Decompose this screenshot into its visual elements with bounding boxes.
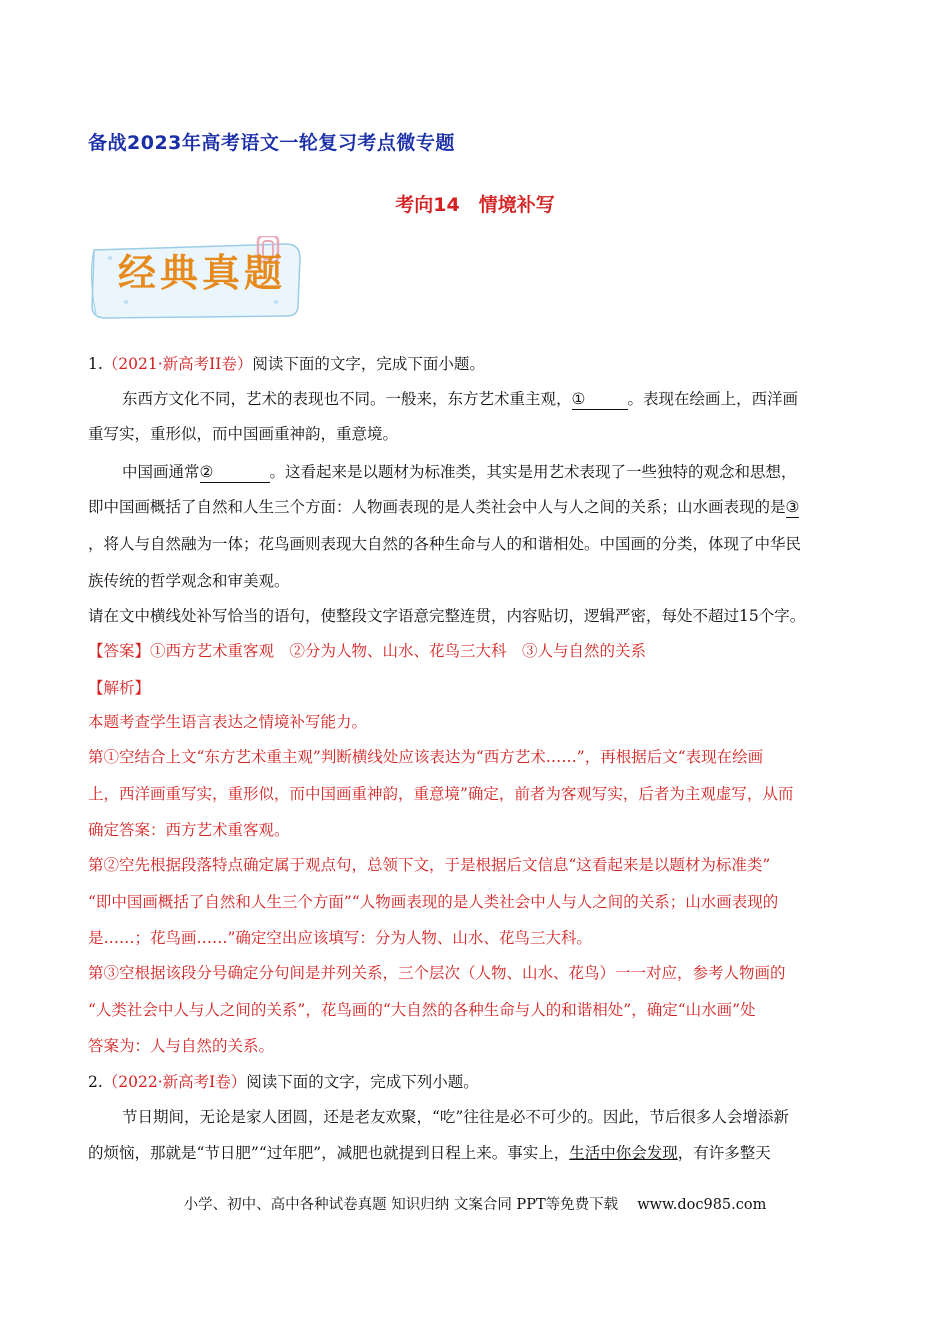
q2-source: （2022·新高考I卷） <box>102 1073 247 1091</box>
q1-text: 即中国画概括了自然和人生三个方面：人物画表现的是人类社会中人与人之间的关系；山水画表现的是 <box>88 498 786 516</box>
q2-number: 2. <box>88 1073 103 1091</box>
q1-analysis-line: “即中国画概括了自然和人生三个方面”“人物画表现的是人类社会中人与人之间的关系；山水画表现的 <box>88 893 779 911</box>
q2-prompt: 阅读下面的文字，完成下列小题。 <box>246 1073 479 1091</box>
q1-analysis-line: 本题考查学生语言表达之情境补写能力。 <box>88 713 368 731</box>
q1-blank2: ② <box>200 462 270 483</box>
q1-analysis-line: 第①空结合上文“东方艺术重主观”判断横线处应该表达为“西方艺术……”，再根据后文“表现在绘画 <box>88 748 764 766</box>
q1-analysis-line: “人类社会中人与人之间的关系”，花鸟画的“大自然的各种生命与人的和谐相处”，确定“山水画”处 <box>88 1001 756 1019</box>
q2-paragraph-line2 <box>88 1143 862 1163</box>
q1-paragraph2-line3: ，将人与自然融为一体；花鸟画则表现大自然的各种生命与人的和谐相处。中国画的分类，体现了中华民 <box>88 535 802 553</box>
q1-analysis-line: 确定答案：西方艺术重客观。 <box>88 821 290 839</box>
q1-blank1: ① <box>572 389 628 410</box>
q1-analysis-label: 【解析】 <box>88 679 151 697</box>
q1-paragraph2-line4: 族传统的哲学观念和审美观。 <box>88 572 290 590</box>
q1-prompt: 阅读下面的文字，完成下面小题。 <box>252 355 485 373</box>
q1-analysis-line: 第③空根据该段分号确定分句间是并列关系，三个层次（人物、山水、花鸟）一一对应，参考人物画的 <box>88 964 786 982</box>
q2-heading <box>88 1072 862 1092</box>
q2-underlined-phrase: 生活中你会发现 <box>569 1144 678 1162</box>
q1-analysis-line: 是……；花鸟画……”确定空出应该填写：分为人物、山水、花鸟三大科。 <box>88 929 592 947</box>
q1-text: 东西方文化不同，艺术的表现也不同。一般来，东方艺术重主观， <box>122 390 572 408</box>
q1-analysis-line: 答案为：人与自然的关系。 <box>88 1037 275 1055</box>
q1-source: （2021·新高考II卷） <box>102 355 253 373</box>
q2-paragraph-line1: 节日期间，无论是家人团圆，还是老友欢聚，“吃”往往是必不可少的。因此，节后很多人会增添新 <box>122 1108 789 1126</box>
q1-paragraph1-line1 <box>122 389 862 410</box>
q2-text: 的烦恼，那就是“节日肥”“过年肥”，减肥也就提到日程上来。事实上， <box>88 1144 570 1162</box>
q1-paragraph2-line2 <box>88 497 862 518</box>
q1-paragraph2-line1 <box>122 462 862 483</box>
badge-label: 经典真题 <box>118 250 287 295</box>
q1-heading <box>88 354 862 374</box>
page-footer: 小学、初中、高中各种试卷真题 知识归纳 文案合同 PPT等免费下载 www.doc985.com <box>183 1197 767 1213</box>
topic-title: 考向14 情境补写 <box>395 194 555 216</box>
q1-blank3: ③ <box>785 498 800 516</box>
q1-analysis-line: 第②空先根据段落特点确定属于观点句，总领下文，于是根据后文信息“这看起来是以题材为标准类” <box>88 856 771 874</box>
q1-paragraph1-line2: 重写实，重形似，而中国画重神韵，重意境。 <box>88 425 399 443</box>
q1-analysis-line: 上，西洋画重写实，重形似，而中国画重神韵，重意境”确定，前者为客观写实，后者为主观虚写，从而 <box>88 785 794 803</box>
q1-text: 。表现在绘画上，西洋画 <box>627 390 799 408</box>
q1-answer: 【答案】①西方艺术重客观 ②分为人物、山水、花鸟三大科 ③人与自然的关系 <box>88 642 647 660</box>
q1-number: 1. <box>88 355 103 373</box>
q1-text: 。这看起来是以题材为标准类，其实是用艺术表现了一些独特的观念和思想， <box>269 463 797 481</box>
q2-text: ，有许多整天 <box>677 1144 771 1162</box>
q1-instruction: 请在文中横线处补写恰当的语句，使整段文字语意完整连贯，内容贴切，逻辑严密，每处不超过15个字。 <box>88 607 806 625</box>
q1-text: 中国画通常 <box>122 463 200 481</box>
document-header: 备战2023年高考语文一轮复习考点微专题 <box>88 132 455 154</box>
